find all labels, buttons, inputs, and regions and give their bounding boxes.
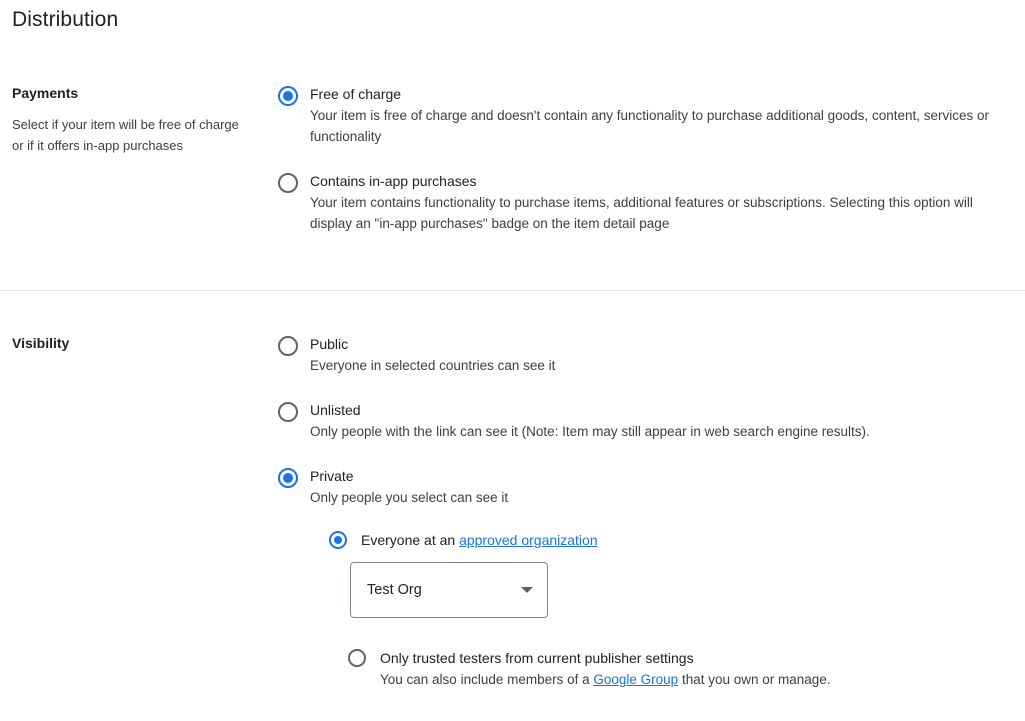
visibility-option-unlisted-title: Unlisted [310, 402, 361, 418]
google-group-link[interactable]: Google Group [593, 672, 679, 687]
visibility-option-private-title: Private [310, 468, 354, 484]
chevron-down-icon[interactable] [521, 587, 533, 593]
trusted-testers-title: Only trusted testers from current publisher settings [380, 650, 694, 666]
visibility-section [0, 290, 1025, 721]
radio-unlisted-icon[interactable] [278, 402, 298, 422]
visibility-option-unlisted-desc: Only people with the link can see it (Note: Item may still appear in web search engine results). [310, 424, 870, 439]
visibility-option-public[interactable] [278, 334, 1018, 376]
radio-approved-organization-icon[interactable] [329, 531, 347, 549]
payments-option-free-of-charge[interactable] [278, 84, 1018, 147]
organization-select[interactable] [350, 562, 548, 618]
visibility-label-block [12, 334, 242, 364]
trusted-testers-desc [380, 669, 1018, 690]
private-sub-options [329, 530, 1018, 690]
radio-public-icon[interactable] [278, 336, 298, 356]
visibility-option-private-desc: Only people you select can see it [310, 490, 509, 505]
payments-option-in-app-purchases-title: Contains in-app purchases [310, 173, 477, 189]
trusted-testers-desc-before: You can also include members of a [380, 672, 594, 687]
radio-trusted-testers-icon[interactable] [348, 649, 366, 667]
private-option-approved-organization[interactable] [329, 530, 1018, 550]
visibility-heading: Visibility [12, 335, 70, 351]
visibility-option-public-desc: Everyone in selected countries can see it [310, 358, 556, 373]
visibility-options [278, 334, 1018, 690]
radio-in-app-purchases-icon[interactable] [278, 173, 298, 193]
payments-option-free-of-charge-title: Free of charge [310, 86, 402, 102]
radio-private-icon[interactable] [278, 468, 298, 488]
payments-options [278, 84, 1018, 234]
visibility-option-public-title: Public [310, 336, 349, 352]
payments-label-block [12, 84, 242, 156]
approved-organization-text: Everyone at an [361, 532, 460, 548]
payments-option-in-app-purchases[interactable] [278, 171, 1018, 234]
radio-free-of-charge-icon[interactable] [278, 86, 298, 106]
approved-organization-label [361, 530, 1018, 550]
organization-select-value: Test Org [367, 582, 422, 598]
payments-heading: Payments [12, 85, 79, 101]
visibility-option-unlisted[interactable] [278, 400, 1018, 442]
payments-section [0, 84, 1025, 289]
section-divider [0, 290, 1025, 291]
private-option-trusted-testers[interactable] [348, 648, 1018, 690]
visibility-option-private[interactable] [278, 466, 1018, 690]
trusted-testers-desc-after: that you own or manage. [678, 672, 831, 687]
payments-description: Select if your item will be free of charge or if it offers in-app purchases [12, 117, 239, 153]
approved-organization-link[interactable]: approved organization [459, 532, 598, 548]
page-title: Distribution [12, 8, 119, 31]
payments-option-in-app-purchases-desc: Your item contains functionality to purchase items, additional features or subscriptions. Selecting this option will display an "in-app purchases" badge on the item detail page [310, 195, 973, 231]
payments-option-free-of-charge-desc: Your item is free of charge and doesn't contain any functionality to purchase additional goods, content, services or functionality [310, 108, 989, 144]
